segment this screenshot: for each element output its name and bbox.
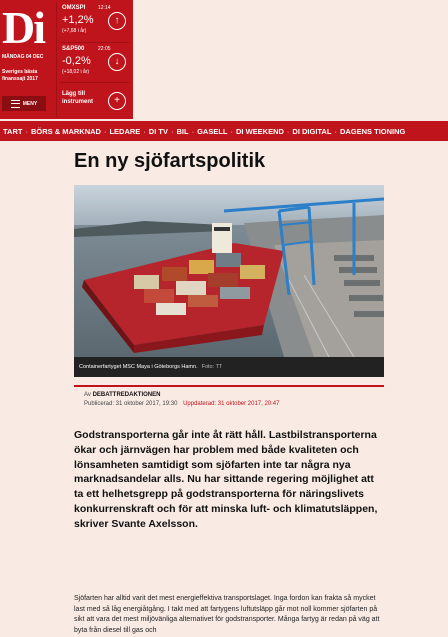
photo-caption [74, 357, 384, 377]
caption-text: Containerfartyget MSC Maya i Göteborgs Hamn. [79, 364, 198, 370]
nav-item-di-tv[interactable]: DI TV [148, 126, 168, 136]
stock-change: -0,2% [62, 55, 91, 67]
nav-separator: · [286, 126, 290, 136]
byline-prefix: Av [84, 392, 91, 398]
nav-separator: · [103, 126, 107, 136]
stock-name: OMXSPI [62, 5, 86, 11]
menu-label: MENY [22, 100, 38, 107]
author-link[interactable]: DEBATTREDAKTIONEN [92, 392, 161, 398]
nav-item-bors-marknad[interactable]: BÖRS & MARKNAD [30, 126, 101, 136]
nav-separator: · [230, 126, 233, 136]
divider [56, 2, 57, 117]
article-title: En ny sjöfartspolitik [74, 150, 266, 172]
article-body: Sjöfarten har alltid varit det mest energieffektiva transportslaget. Inga fordon kan frakta så mycket last med så låg energiåtgång. I takt med att fartygens luftutsläpp går mot noll kommer sjöfarten på sikt att vara det mest miljövänliga alternativet för godstransporter. Många fartyg är redan på väg att byta från diesel till gas och [74, 595, 380, 634]
nav-separator: · [25, 126, 28, 136]
nav-item-di-digital[interactable]: DI DIGITAL [292, 126, 332, 136]
updated-date: Uppdaterad: 31 oktober 2017, 20:47 [183, 401, 280, 407]
nav-item-gasell[interactable]: GASELL [197, 126, 228, 136]
nav-separator: · [191, 126, 195, 136]
nav-item-bil[interactable]: BIL [176, 126, 189, 136]
nav-item-dagens-tioning[interactable]: DAGENS TIONING [339, 126, 406, 136]
promo-text[interactable]: Sveriges bästa finanssajt 2017 [2, 69, 38, 82]
section-nav [0, 121, 448, 141]
nav-separator: · [334, 126, 337, 136]
masthead [0, 0, 133, 119]
divider [74, 385, 384, 387]
stock-ytd: (+18,02 i år) [62, 69, 90, 75]
stock-name: S&P500 [62, 46, 85, 52]
ship-photo [74, 185, 384, 357]
stock-time: 12:14 [98, 5, 111, 11]
divider [60, 42, 130, 43]
stock-time: 22:05 [98, 46, 111, 52]
stock-change: +1,2% [62, 14, 94, 26]
article-meta [84, 392, 374, 407]
nav-item-di-weekend[interactable]: DI WEEKEND [235, 126, 284, 136]
plus-icon[interactable]: + [108, 92, 126, 110]
menu-button[interactable] [2, 96, 46, 111]
nav-item-ledare[interactable]: LEDARE [109, 126, 141, 136]
article-photo[interactable] [74, 185, 384, 357]
stock-omxspi[interactable] [60, 4, 130, 40]
published-date: Publicerad: 31 oktober 2017, 19:30 [84, 401, 178, 407]
add-instrument-label: Lägg till instrument [62, 91, 94, 105]
nav-item-start[interactable]: TART [3, 126, 23, 136]
photo-credit: Foto: TT [201, 364, 223, 370]
divider [60, 82, 130, 83]
add-instrument[interactable] [60, 84, 130, 120]
date-label: MÅNDAG 04 DEC [2, 54, 44, 60]
stock-ytd: (+7,68 i år) [62, 28, 87, 34]
arrow-up-icon[interactable]: ↑ [108, 12, 126, 30]
article-lead: Godstransporterna går inte åt rätt håll. Lastbilstransporterna ökar och järnvägen har problem med både kvaliteten och lönsamheten samtidigt som sjöfarten inte tar några nya marknadsandelar alls. Nu har sittande regering möjlighet att ta ett helhetsgrepp på godstransporterna för näringslivets konkurrenskraft och för att minska luft- och klimatutsläppen, skriver Svante Axelsson. [74, 429, 378, 530]
hamburger-icon [11, 100, 20, 108]
nav-separator: · [143, 126, 146, 136]
arrow-down-icon[interactable]: ↓ [108, 53, 126, 71]
di-logo[interactable]: Di [2, 2, 44, 53]
nav-separator: · [170, 126, 174, 136]
stock-sp500[interactable] [60, 45, 130, 81]
